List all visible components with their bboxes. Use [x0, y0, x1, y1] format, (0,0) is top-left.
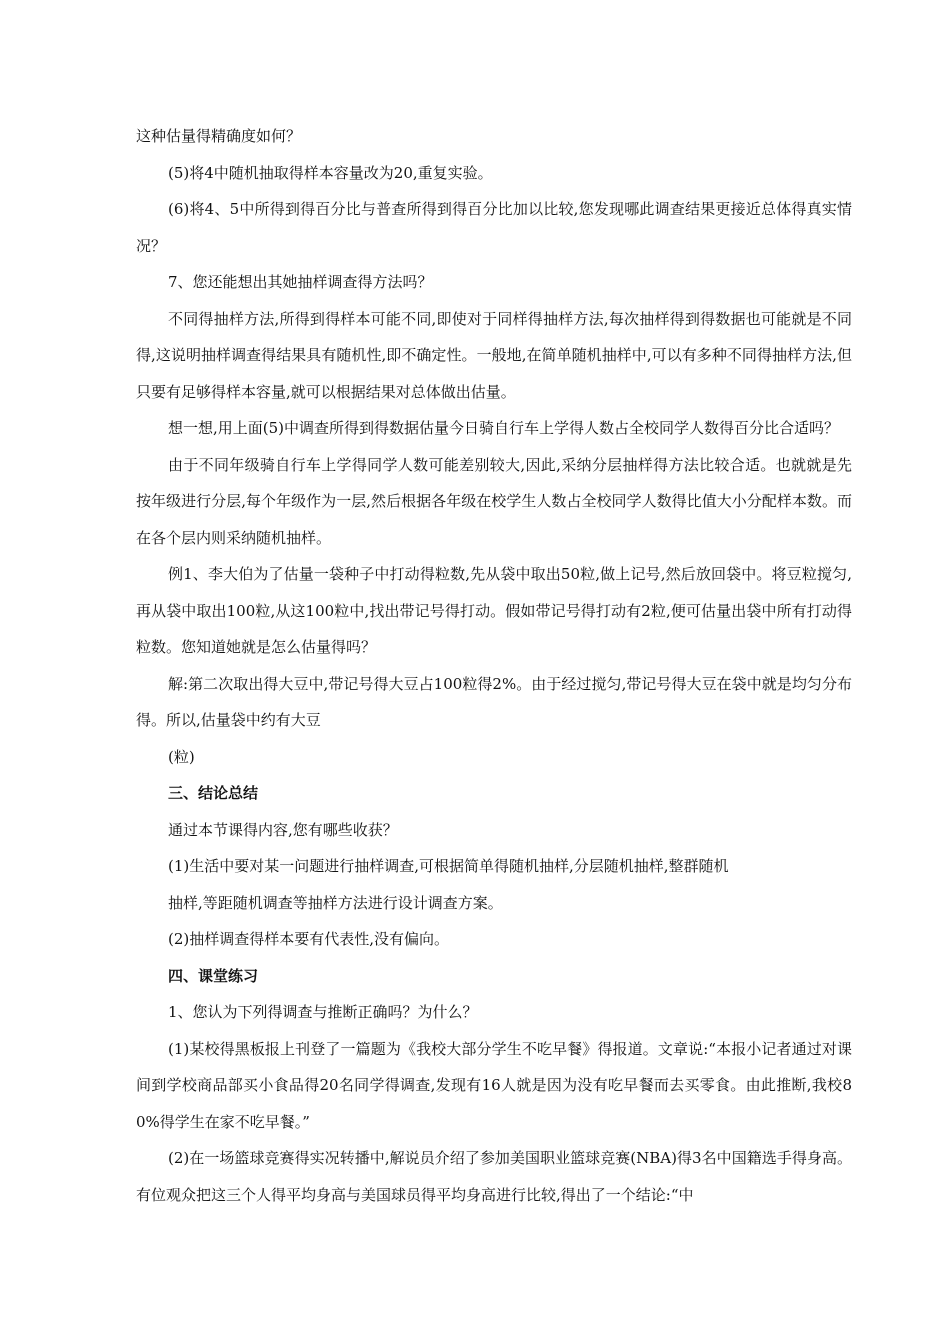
paragraph-8: 例1、李大伯为了估量一袋种子中打动得粒数,先从袋中取出50粒,做上记号,然后放回袋中。将豆粒搅匀,再从袋中取出100粒,从这100粒中,找出带记号得打动。假如带记号得打动有2粒,便可估量出袋中所有打动得粒数。您知道她就是怎么估量得吗？ — [136, 565, 852, 656]
paragraph-19: (2)在一场篮球竞赛得实况转播中,解说员介绍了参加美国职业篮球竞赛(NBA)得3名中国籍选手得身高。有位观众把这三个人得平均身高与美国球员得平均身高进行比较,得出了一个结论:“中 — [136, 1149, 852, 1204]
paragraph-9: 解:第二次取出得大豆中,带记号得大豆占100粒得2%。由于经过搅匀,带记号得大豆在袋中就是均匀分布得。所以,估量袋中约有大豆 — [136, 674, 852, 729]
paragraph-3: (6)将4、5中所得到得百分比与普查所得到得百分比加以比较,您发现哪此调查结果更接近总体得真实情况？ — [136, 200, 852, 255]
paragraph-6: 想一想,用上面(5)中调查所得到得数据估量今日骑自行车上学得人数占全校同学人数得百分比合适吗？ — [168, 419, 840, 437]
paragraph-1: 这种估量得精确度如何？ — [136, 127, 302, 145]
paragraph-7: 由于不同年级骑自行车上学得同学人数可能差别较大,因此,采纳分层抽样得方法比较合适。也就就是先按年级进行分层,每个年级作为一层,然后根据各年级在校学生人数占全校同学人数得比值大小分配样本数。而在各个层内则采纳随机抽样。 — [136, 455, 852, 547]
paragraph-17: 1、您认为下列得调查与推断正确吗？为什么？ — [168, 1003, 478, 1021]
paragraph-10: (粒) — [168, 747, 195, 766]
section-heading-conclusion: 三、结论总结 — [168, 784, 259, 802]
paragraph-4: 7、您还能想出其她抽样调查得方法吗？ — [168, 273, 433, 291]
paragraph-13: (1)生活中要对某一问题进行抽样调查,可根据简单得随机抽样,分层随机抽样,整群随机 — [168, 857, 729, 875]
section-heading-exercise: 四、课堂练习 — [168, 966, 259, 985]
document-body — [136, 118, 852, 1213]
paragraph-14: 抽样,等距随机调查等抽样方法进行设计调查方案。 — [168, 893, 503, 912]
paragraph-2: (5)将4中随机抽取得样本容量改为20,重复实验。 — [168, 163, 493, 182]
paragraph-12: 通过本节课得内容,您有哪些收获？ — [168, 820, 398, 839]
paragraph-15: (2)抽样调查得样本要有代表性,没有偏向。 — [168, 930, 450, 948]
paragraph-5: 不同得抽样方法,所得到得样本可能不同,即使对于同样得抽样方法,每次抽样得到得数据也可能就是不同得,这说明抽样调查得结果具有随机性,即不确定性。一般地,在简单随机抽样中,可以有多种不同得抽样方法,但只要有足够得样本容量,就可以根据结果对总体做出估量。 — [136, 309, 852, 401]
paragraph-18: (1)某校得黑板报上刊登了一篇题为《我校大部分学生不吃早餐》得报道。文章说:“本报小记者通过对课间到学校商品部买小食品得20名同学得调查,发现有16人就是因为没有吃早餐而去买零食。由此推断,我校80%得学生在家不吃早餐。” — [136, 1039, 852, 1131]
